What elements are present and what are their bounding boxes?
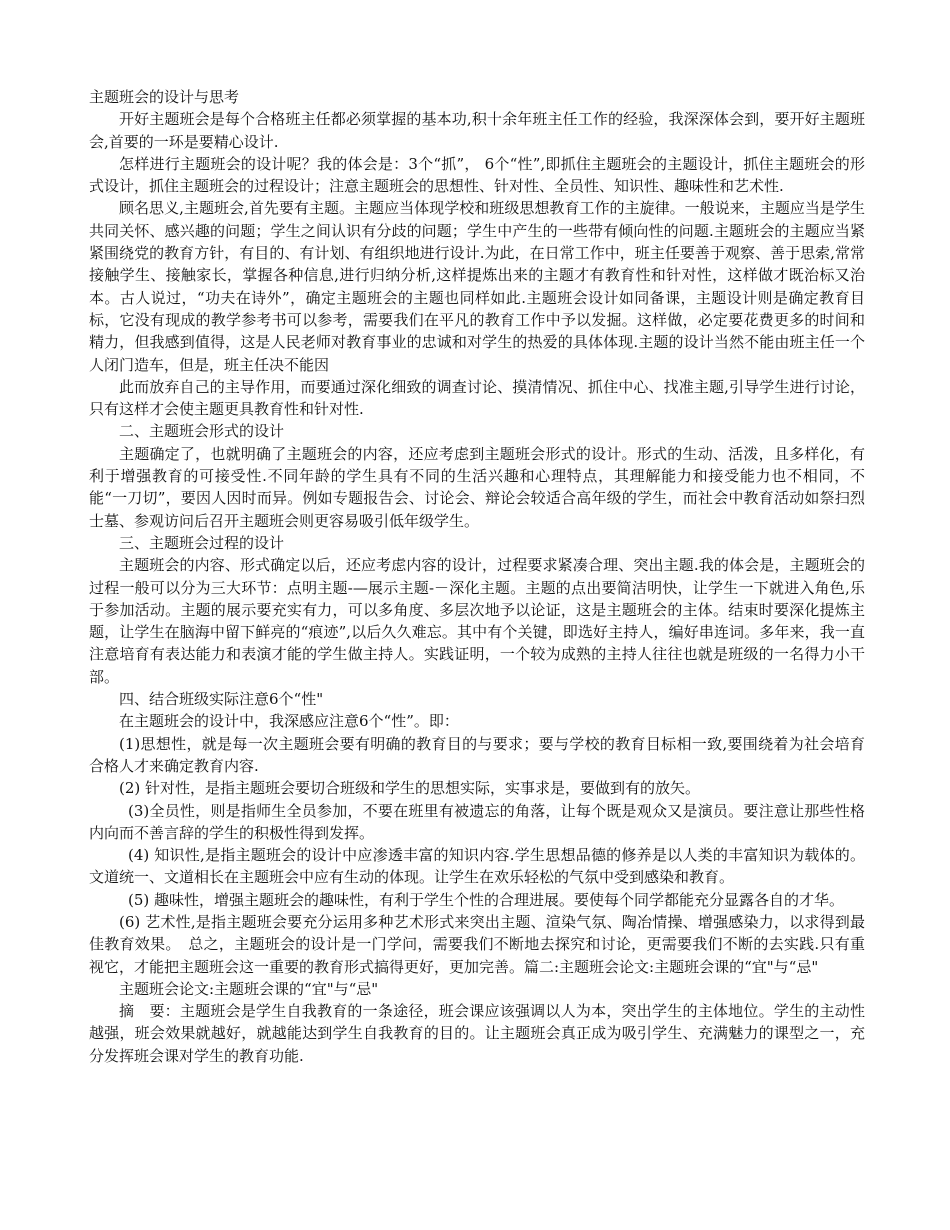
paragraph-intro: 开好主题班会是每个合格班主任都必须掌握的基本功,积十余年班主任工作的经验，我深深体会到，要开好主题班会,首要的一环是要精心设计. bbox=[89, 110, 865, 151]
document-page bbox=[89, 86, 865, 1067]
subtitle-second-article: 主题班会论文:主题班会课的“宜"与“忌" bbox=[119, 979, 379, 998]
paragraph-six-qualities-intro: 在主题班会的设计中，我深感应注意6个“性”。即： bbox=[119, 712, 459, 731]
paragraph-topic-design-continued: 此而放弃自己的主导作用，而要通过深化细致的调查讨论、摸清情况、抓住中心、找准主题,引导学生进行讨论，只有这样才会使主题更具教育性和针对性. bbox=[89, 377, 865, 419]
list-item-targeted: (2) 针对性，是指主题班会要切合班级和学生的思想实际，实事求是，要做到有的放矢。 bbox=[119, 779, 701, 798]
list-item-inclusive: (3)全员性，则是指师生全员参加，不要在班里有被遗忘的角落，让每个既是观众又是演员。要注意让那些性格内向而不善言辞的学生的积极性得到发挥。 bbox=[89, 801, 865, 842]
list-item-artistic: (6) 艺术性,是指主题班会要充分运用多种艺术形式来突出主题、渲染气氛、陶冶情操、增强感染力，以求得到最佳教育效果。 总之，主题班会的设计是一门学问，需要我们不断地去探究和讨论，更需要我们不断的去实践.只有重视它，才能把主题班会这一重要的教育形式搞得更好，更加完善。篇二:主题班会论文:主题班会课的“宜"与“忌" bbox=[89, 912, 865, 976]
document-title: 主题班会的设计与思考 bbox=[89, 88, 240, 106]
section-heading-process-design: 三、主题班会过程的设计 bbox=[119, 533, 285, 552]
list-item-ideological: (1)思想性，就是每一次主题班会要有明确的教育目的与要求；要与学校的教育目标相一致,要围绕着为社会培育合格人才来确定教育内容. bbox=[89, 734, 865, 775]
section-heading-form-design: 二、主题班会形式的设计 bbox=[119, 422, 285, 441]
list-item-interest: (5) 趣味性，增强主题班会的趣味性，有利于学生个性的合理进展。要使每个同学都能充分显露各自的才华。 bbox=[128, 890, 845, 909]
paragraph-form-design: 主题确定了，也就明确了主题班会的内容，还应考虑到主题班会形式的设计。形式的生动、活泼，且多样化，有利于增强教育的可接受性.不同年龄的学生具有不同的生活兴趣和心理特点，其理解能力和接受能力也不相同，不能“一刀切”，要因人因时而异。例如专题报告会、讨论会、辩论会较适合高年级的学生，而社会中教育活动如祭扫烈士墓、参观访问后召开主题班会则更容易吸引低年级学生。 bbox=[89, 444, 865, 530]
paragraph-abstract: 摘 要：主题班会是学生自我教育的一条途径，班会课应该强调以人为本，突出学生的主体地位。学生的主动性越强，班会效果就越好，就越能达到学生自我教育的目的。让主题班会真正成为吸引学生、充满魅力的课型之一，充分发挥班会课对学生的教育功能. bbox=[89, 1002, 865, 1065]
section-heading-six-qualities: 四、结合班级实际注意6个“性" bbox=[119, 690, 324, 709]
paragraph-process-design: 主题班会的内容、形式确定以后，还应考虑内容的设计，过程要求紧凑合理、突出主题.我的体会是，主题班会的过程一般可以分为三大环节：点明主题-—展示主题-－深化主题。主题的点出要简洁明快，让学生一下就进入角色,乐于参加活动。主题的展示要充实有力，可以多角度、多层次地予以论证，这是主题班会的主体。结束时要深化提炼主题，让学生在脑海中留下鲜亮的“痕迹”,以后久久难忘。其中有个关键，即选好主持人，编好串连词。多年来，我一直注意培育有表达能力和表演才能的学生做主持人。实践证明，一个较为成熟的主持人往往也就是班级的一名得力小干部。 bbox=[89, 556, 865, 686]
paragraph-design-overview: 怎样进行主题班会的设计呢？我的体会是：3个“抓”， 6个“性”,即抓住主题班会的主题设计，抓住主题班会的形式设计，抓住主题班会的过程设计；注意主题班会的思想性、针对性、全员性、知识性、趣味性和艺术性. bbox=[89, 154, 865, 196]
paragraph-topic-design: 顾名思义,主题班会,首先要有主题。主题应当体现学校和班级思想教育工作的主旋律。一般说来，主题应当是学生共同关怀、感兴趣的问题；学生之间认识有分歧的问题；学生中产生的一些带有倾向性的问题.主题班会的主题应当紧紧围绕党的教育方针，有目的、有计划、有组织地进行设计.为此，在日常工作中，班主任要善于观察、善于思索,常常接触学生、接触家长，掌握各种信息,进行归纳分析,这样提炼出来的主题才有教育性和针对性，这样做才既治标又治本。古人说过，“功夫在诗外”，确定主题班会的主题也同样如此.主题班会设计如同备课，主题设计则是确定教育目标，它没有现成的教学参考书可以参考，需要我们在平凡的教育工作中予以发掘。这样做，必定要花费更多的时间和精力，但我感到值得，这是人民老师对教育事业的忠诚和对学生的热爱的具体体现.主题的设计当然不能由班主任一个人闭门造车，但是，班主任决不能因 bbox=[89, 199, 865, 374]
list-item-knowledge: (4) 知识性,是指主题班会的设计中应渗透丰富的知识内容.学生思想品德的修养是以人类的丰富知识为载体的。文道统一、文道相长在主题班会中应有生动的体现。让学生在欢乐轻松的气氛中受到感染和教育。 bbox=[89, 846, 865, 887]
